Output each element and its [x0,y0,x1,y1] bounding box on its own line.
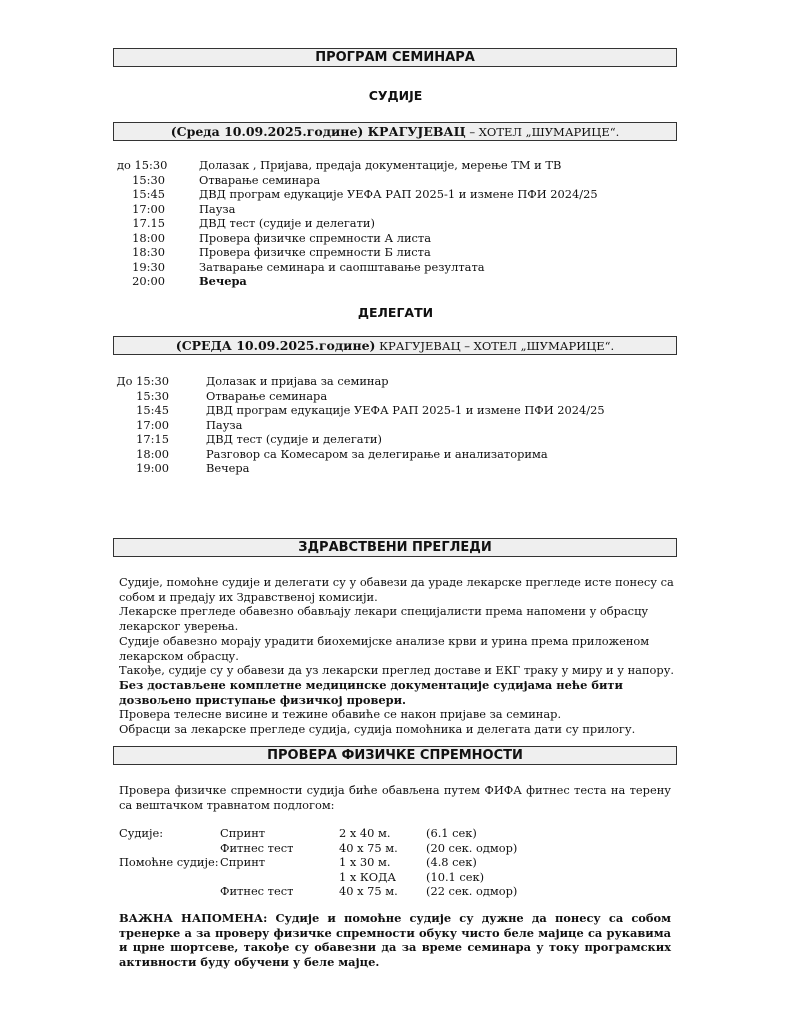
health-text [119,575,679,737]
fitness-time: (20 сек. одмор) [426,840,518,855]
schedule-desc: ДВД програм едукације УЕФА РАП 2025-1 и измене ПФИ 2024/25 [206,403,605,417]
fitness-time: (6.1 сек) [426,826,477,840]
health-title-box [113,538,677,557]
health-paragraph: Провера телесне висине и тежине обавиће се након пријаве за семинар. [119,707,562,722]
schedule-time: 17.15 [132,216,165,230]
schedule-desc: Отварање семинара [199,172,321,187]
fitness-group: Помоћне судије: [119,855,219,869]
fitness-time: (10.1 сек) [426,869,485,884]
fitness-reps: 40 x 75 м. [339,884,398,898]
schedule-desc: ДВД тест (судије и делегати) [199,216,375,230]
referees-venue-date: (Среда 10.09.2025.године) КРАГУЈЕВАЦ [170,124,466,139]
schedule-time: 19:30 [132,259,165,274]
schedule-desc: Разговор са Комесаром за делегирање и анализаторима [206,446,548,461]
schedule-time: 19:00 [136,461,169,475]
delegates-venue-hotel: КРАГУЈЕВАЦ – ХОТЕЛ „ШУМАРИЦЕ“. [375,339,615,353]
health-title: ЗДРАВСТВЕНИ ПРЕГЛЕДИ [298,540,492,555]
referees-venue-hotel: – ХОТЕЛ „ШУМАРИЦЕ“. [465,125,620,139]
schedule-time: 20:00 [132,274,165,288]
referees-venue-box [113,122,677,141]
health-paragraph: Судије обавезно морају урадити биохемијске анализе крви и урина према приложеном лекарском обрасцу. [119,633,650,663]
schedule-time: 17:15 [136,432,169,446]
fitness-test: Фитнес тест [220,840,294,855]
schedule-time: 15:30 [132,172,165,187]
delegates-venue-date: (СРЕДА 10.09.2025.године) [175,338,376,353]
schedule-time: 15:45 [132,187,165,201]
fitness-title-box [113,746,677,765]
fitness-title: ПРОВЕРА ФИЗИЧКЕ СПРЕМНОСТИ [267,748,523,763]
schedule-desc: Долазак и пријава за семинар [206,374,389,388]
schedule-time: 18:30 [132,245,165,259]
fitness-reps: 2 x 40 м. [339,826,391,840]
fitness-test-table [0,826,791,901]
schedule-time: 15:45 [136,403,169,417]
schedule-desc: Пауза [206,417,243,432]
health-paragraph: Судије, помоћне судије и делегати су у обавези да ураде лекарске прегледе исте понесу са собом и предају их Здравственој комисији. [119,575,674,604]
health-warning: Без достављене комплетне медицинске документације судијама неће бити дозвољено приступање физичкој провери. [119,677,623,707]
fitness-time: (22 сек. одмор) [426,884,518,898]
delegates-heading: ДЕЛЕГАТИ [357,305,434,320]
fitness-time: (4.8 сек) [426,855,477,869]
schedule-time: 15:30 [136,388,169,403]
schedule-desc: Вечера [199,274,247,288]
schedule-desc: ДВД програм едукације УЕФА РАП 2025-1 и измене ПФИ 2024/25 [199,187,598,201]
fitness-test: Спринт [220,826,266,840]
health-paragraph: Такође, судије су у обавези да уз лекарски преглед доставе и ЕКГ траку у миру и у напору. [119,663,675,678]
schedule-desc: Пауза [199,201,236,216]
important-note: ВАЖНА НАПОМЕНА: Судије и помоћне судије су дужне да понесу са собом тренерке а за проверу физичке спремности обуку чисто беле мајице са рукавима и црне шортсеве, такође су обавезни да за време семинара у току програмских активности буду обучени у беле мајце. [119,911,671,969]
fitness-test: Фитнес тест [220,884,294,898]
schedule-desc: Провера физичке спремности А листа [199,230,432,245]
schedule-time: 18:00 [132,230,165,245]
schedule-time: 17:00 [132,201,165,216]
fitness-reps: 1 x КОДА [339,869,396,884]
schedule-desc: Затварање семинара и саопштавање резултата [199,259,485,274]
schedule-desc: Вечера [206,461,250,475]
schedule-time: До 15:30 [116,374,169,388]
program-title: ПРОГРАМ СЕМИНАРА [315,50,475,65]
health-paragraph: Лекарске прегледе обавезно обављају лекари специјалисти према напомени у обрасцу лекарског уверења. [119,604,649,634]
schedule-time: 17:00 [136,417,169,432]
schedule-desc: Отварање семинара [206,388,328,403]
schedule-time: до 15:30 [117,158,168,172]
schedule-desc: Долазак , Пријава, предаја документације, мерење ТМ и ТВ [199,158,562,172]
fitness-reps: 40 x 75 м. [339,840,398,855]
health-paragraph: Обрасци за лекарске прегледе судија, судија помоћника и делегата дати су прилогу. [119,722,636,737]
schedule-desc: Провера физичке спремности Б листа [199,245,431,259]
fitness-intro: Провера физичке спремности судија биће обављена путем ФИФА фитнес теста на терену са вештачком травнатом подлогом: [119,783,671,812]
referees-heading: СУДИЈЕ [368,88,423,103]
schedule-time: 18:00 [136,446,169,461]
fitness-reps: 1 x 30 м. [339,855,391,869]
delegates-venue-box [113,336,677,355]
schedule-desc: ДВД тест (судије и делегати) [206,432,382,446]
program-title-box [113,48,677,67]
fitness-group: Судије: [119,826,164,840]
fitness-test: Спринт [220,855,266,869]
